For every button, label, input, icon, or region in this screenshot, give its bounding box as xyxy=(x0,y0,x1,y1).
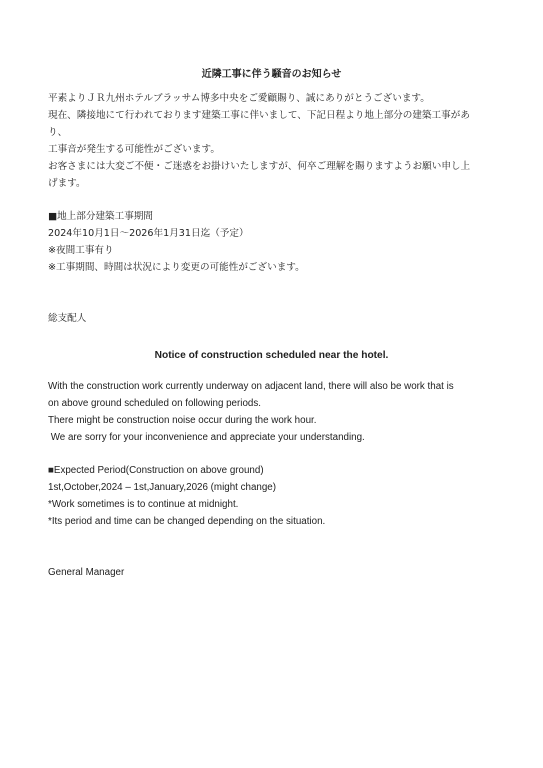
japanese-note-schedule-change: ※工事期間、時間は状況により変更の可能性がございます。 xyxy=(48,262,305,273)
english-period-dates: 1st,October,2024 – 1st,January,2026 (might change) xyxy=(48,482,277,493)
japanese-body-line: 平素よりＪＲ九州ホテルブラッサム博多中央をご愛顧賜り、誠にありがとうございます。 xyxy=(48,93,430,104)
english-period-heading: ■Expected Period(Construction on above ground) xyxy=(48,465,264,476)
japanese-period-dates: 2024年10月1日～2026年1月31日迄（予定） xyxy=(48,228,249,239)
japanese-notice-title: 近隣工事に伴う騒音のお知らせ xyxy=(201,69,342,80)
english-note-night-work: *Work sometimes is to continue at midnight. xyxy=(48,499,239,510)
japanese-body-line: げます。 xyxy=(48,178,86,189)
english-signature: General Manager xyxy=(48,567,125,578)
japanese-period-heading: ■地上部分建築工事期間 xyxy=(48,211,154,222)
japanese-signature: 総支配人 xyxy=(48,313,87,324)
japanese-body-line: 現在、隣接地にて行われております建築工事に伴いまして、下記日程より地上部分の建築工事があ xyxy=(48,110,470,121)
japanese-body-line: お客さまには大変ご不便・ご迷惑をお掛けいたしますが、何卒ご理解を賜りますようお願い申し上 xyxy=(48,161,471,172)
english-body-line: on above ground scheduled on following periods. xyxy=(48,398,261,409)
english-body-line: We are sorry for your inconvenience and appreciate your understanding. xyxy=(48,432,365,443)
japanese-body-line: り、 xyxy=(48,127,68,138)
english-body-line: With the construction work currently underway on adjacent land, there will also be work that is xyxy=(48,381,454,392)
english-notice-title: Notice of construction scheduled near the hotel. xyxy=(154,350,389,361)
english-body-line: There might be construction noise occur during the work hour. xyxy=(48,415,317,426)
japanese-note-night-work: ※夜間工事有り xyxy=(48,245,114,256)
japanese-body-line: 工事音が発生する可能性がございます。 xyxy=(48,144,220,155)
english-note-schedule-change: *Its period and time can be changed depending on the situation. xyxy=(48,516,326,527)
